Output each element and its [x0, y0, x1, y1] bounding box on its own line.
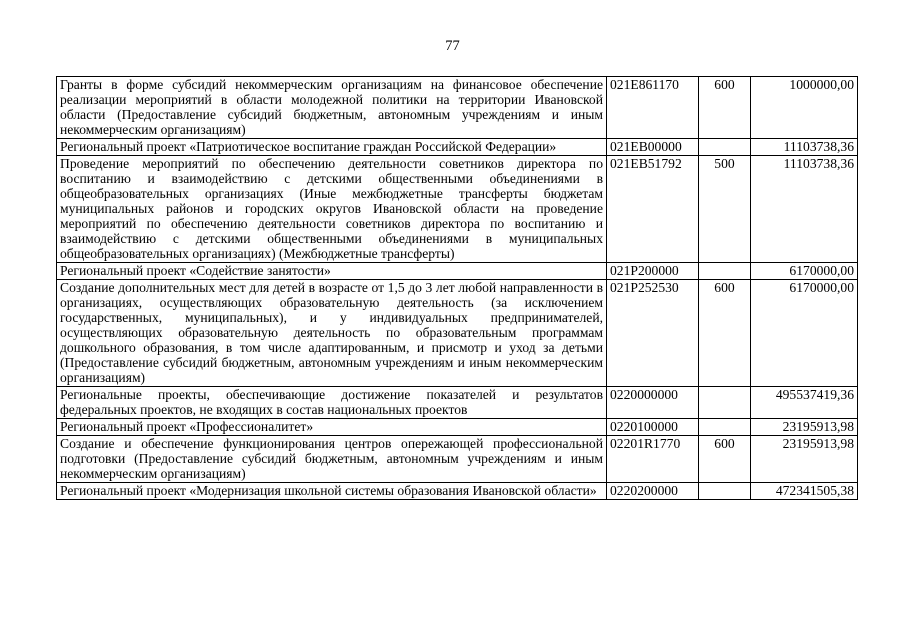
table-row [57, 419, 858, 436]
row-expense-type [699, 139, 751, 156]
row-expense-type [699, 387, 751, 419]
table-row [57, 280, 858, 387]
row-name: Региональный проект «Модернизация школьной системы образования Ивановской области» [57, 483, 607, 500]
row-amount: 472341505,38 [751, 483, 858, 500]
row-amount: 23195913,98 [751, 436, 858, 483]
row-expense-type [699, 419, 751, 436]
table-row [57, 156, 858, 263]
row-code: 0220100000 [607, 419, 699, 436]
row-code: 021EB00000 [607, 139, 699, 156]
row-name: Региональный проект «Профессионалитет» [57, 419, 607, 436]
table-row [57, 483, 858, 500]
row-name: Проведение мероприятий по обеспечению деятельности советников директора по воспитанию и взаимодействию с детскими общественными объединениями в общеобразовательных организациях (Иные межбюджетные трансферты бюджетам муниципальных районов и городских округов Ивановской области на проведение мероприятий по обеспечению деятельности советников директора по воспитанию и взаимодействию с детскими общественными объединениями в муниципальных общеобразовательных организациях) (Межбюджетные трансферты) [57, 156, 607, 263]
row-code: 0220200000 [607, 483, 699, 500]
budget-table [56, 76, 858, 500]
row-expense-type: 500 [699, 156, 751, 263]
row-amount: 11103738,36 [751, 139, 858, 156]
row-expense-type [699, 483, 751, 500]
row-code: 02201R1770 [607, 436, 699, 483]
row-code: 021E861170 [607, 77, 699, 139]
table-row [57, 387, 858, 419]
table-row [57, 139, 858, 156]
row-code: 0220000000 [607, 387, 699, 419]
row-amount: 1000000,00 [751, 77, 858, 139]
row-name: Создание и обеспечение функционирования центров опережающей профессиональной подготовки (Предоставление субсидий бюджетным, автономным учреждениям и иным некоммерческим организациям) [57, 436, 607, 483]
budget-table-body [57, 77, 858, 500]
row-amount: 495537419,36 [751, 387, 858, 419]
page-number: 77 [445, 38, 460, 54]
row-expense-type: 600 [699, 280, 751, 387]
row-code: 021P252530 [607, 280, 699, 387]
row-amount: 11103738,36 [751, 156, 858, 263]
row-amount: 23195913,98 [751, 419, 858, 436]
table-row [57, 263, 858, 280]
row-amount: 6170000,00 [751, 280, 858, 387]
row-expense-type [699, 263, 751, 280]
row-name: Создание дополнительных мест для детей в возрасте от 1,5 до 3 лет любой направленности в организациях, осуществляющих образовательную деятельность (за исключением государственных, муниципальных), и у индивидуальных предпринимателей, осуществляющих образовательную деятельность по образовательным программам дошкольного образования, в том числе адаптированным, и присмотр и уход за детьми (Предоставление субсидий бюджетным, автономным учреждениям и иным некоммерческим организациям) [57, 280, 607, 387]
table-row [57, 77, 858, 139]
row-expense-type: 600 [699, 77, 751, 139]
row-expense-type: 600 [699, 436, 751, 483]
row-name: Гранты в форме субсидий некоммерческим организациям на финансовое обеспечение реализации мероприятий в области молодежной политики на территории Ивановской области (Предоставление субсидий бюджетным, автономным учреждениям и иным некоммерческим организациям) [57, 77, 607, 139]
row-name: Региональный проект «Патриотическое воспитание граждан Российской Федерации» [57, 139, 607, 156]
table-row [57, 436, 858, 483]
row-name: Региональные проекты, обеспечивающие достижение показателей и результатов федеральных проектов, не входящих в состав национальных проектов [57, 387, 607, 419]
row-code: 021P200000 [607, 263, 699, 280]
row-name: Региональный проект «Содействие занятости» [57, 263, 607, 280]
row-amount: 6170000,00 [751, 263, 858, 280]
row-code: 021EB51792 [607, 156, 699, 263]
